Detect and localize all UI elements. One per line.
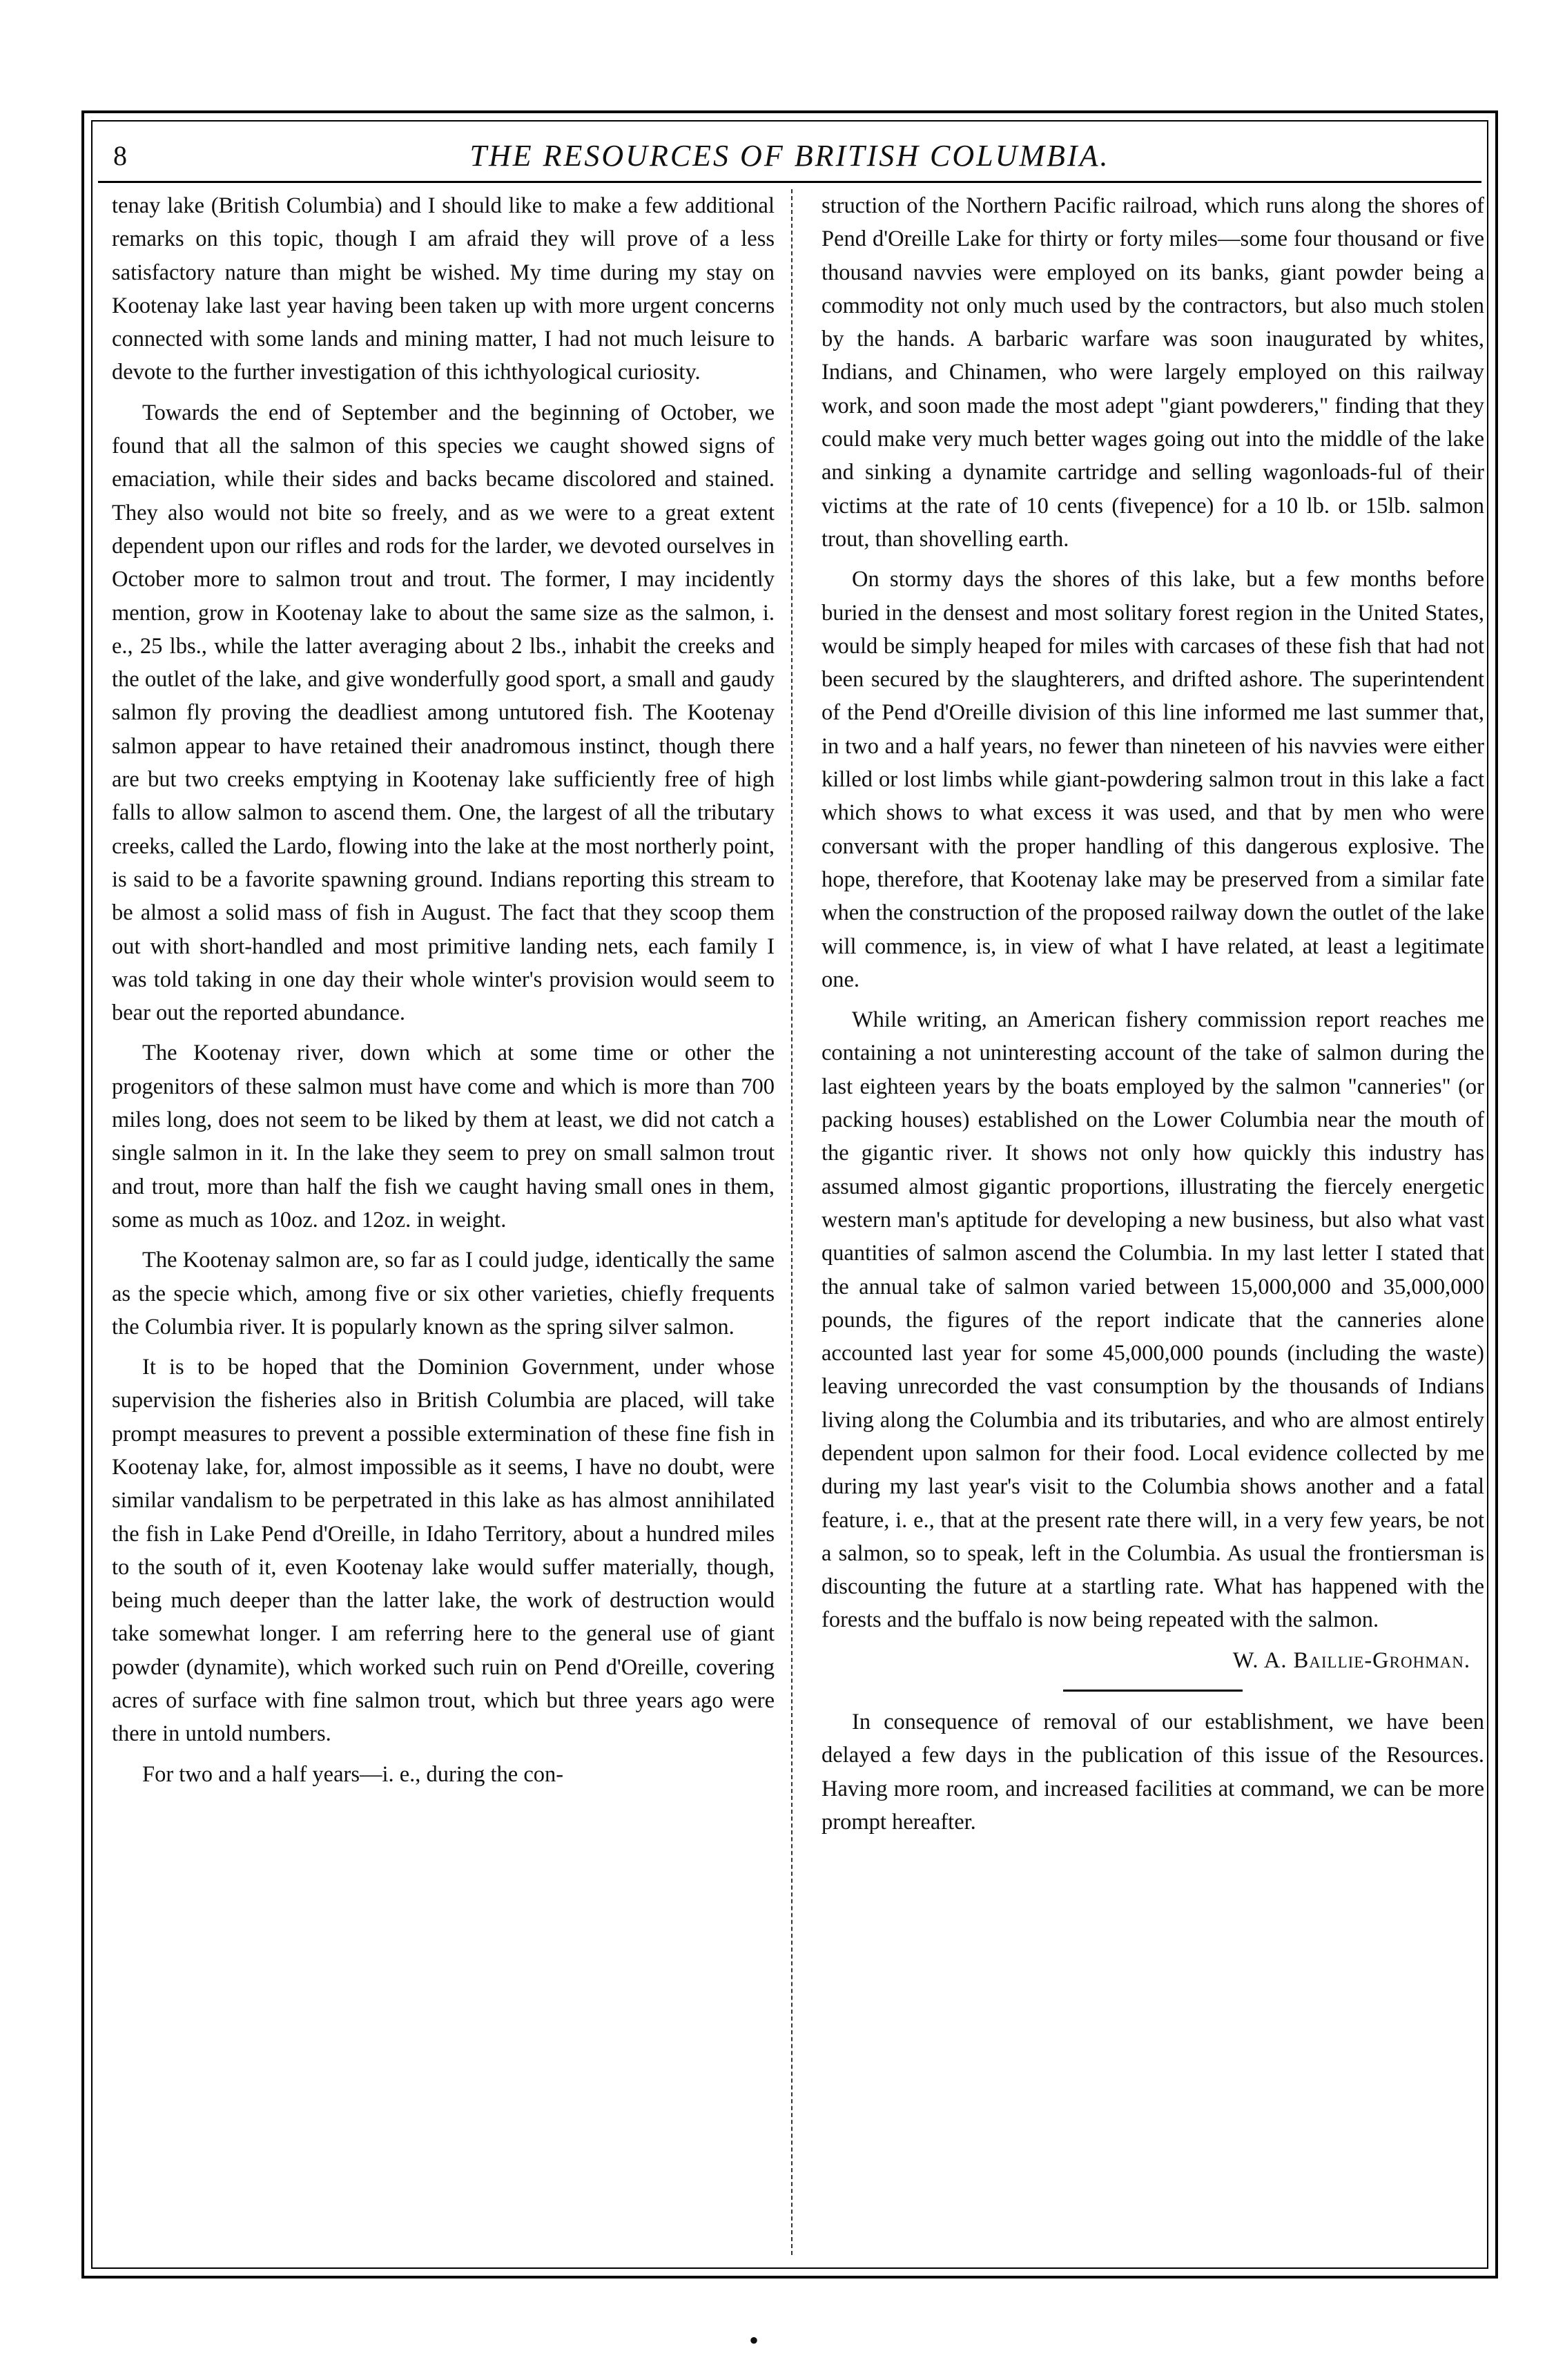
paragraph: The Kootenay river, down which at some time or other the progenitors of these salmon must have come and which is more than 700 miles long, does not seem to be liked by them at least, we did not catch a single salmon in it. In the lake they seem to prey on small salmon trout and trout, more than half the fish we caught having small ones in them, some as much as 10oz. and 12oz. in weight. xyxy=(112,1041,775,1232)
column-divider xyxy=(791,189,793,2255)
publisher-notice xyxy=(822,1705,1484,1839)
newspaper-page xyxy=(81,110,1498,2279)
paragraph: On stormy days the shores of this lake, but a few months before buried in the densest and most solitary forest region in the United States, would be simply heaped for miles with carcases of these fish that had not been secured by the slaughterers, and drifted ashore. The superintendent of the Pend d'Oreille division of this line informed me last summer that, in two and a half years, no fewer than nineteen of his navvies were either killed or lost limbs while giant-powdering salmon trout in this lake a fact which shows to what excess it was used, and that by men who were conversant with the proper handling of this dangerous explosive. The hope, therefore, that Kootenay lake may be preserved from a similar fate when the construction of the proposed railway down the outlet of the lake will commence, is, in view of what I have related, at least a legitimate one. xyxy=(822,567,1484,992)
paragraph: While writing, an American fishery commission report reaches me containing a not uninteresting account of the take of salmon during the last eighteen years by the boats employed by the salmon "canneries" (or packing houses) established on the Lower Columbia near the mouth of the gigantic river. It shows not only how quickly this industry has assumed almost gigantic proportions, illustrating the fiercely energetic western man's aptitude for developing a new business, but also what vast quantities of salmon ascend the Columbia. In my last letter I stated that the annual take of salmon varied between 15,000,000 and 35,000,000 pounds, the figures of the report indicate that the canneries alone accounted last year for some 45,000,000 pounds (including the waste) leaving unrecorded the vast consumption by the thousands of Indians living along the Columbia and its tributaries, and who are almost entirely dependent upon salmon for their food. Local evidence collected by me during my last year's visit to the Columbia shows another and a fatal feature, i. e., that at the present rate there will, in a very few years, be not a salmon, so to speak, left in the Columbia. As usual the frontiersman is discounting the future at a startling rate. What has happened with the forests and the buffalo is now being repeated with the salmon. xyxy=(822,1007,1484,1633)
paragraph: tenay lake (British Columbia) and I should like to make a few additional remarks on this topic, though I am afraid they will prove of a less satisfactory nature than might be wished. My time during my stay on Kootenay lake last year having been taken up with more urgent concerns connected with some lands and mining matter, I had not much leisure to devote to the further investigation of this ichthyological curiosity. xyxy=(112,193,775,385)
right-column xyxy=(822,189,1484,2255)
section-separator xyxy=(1063,1690,1243,1692)
running-title: THE RESOURCES OF BRITISH COLUMBIA. xyxy=(469,139,1110,173)
paragraph: It is to be hoped that the Dominion Government, under whose supervision the fisheries also in British Columbia are placed, will take prompt measures to prevent a possible extermination of these fine fish in Kootenay lake, for, almost impossible as it seems, I have no doubt, were similar vandalism to be perpetrated in this lake as has almost annihilated the fish in Lake Pend d'Oreille, in Idaho Territory, about a hundred miles to the south of it, even Kootenay lake would suffer materially, though, being much deeper than the latter lake, the work of destruction would take somewhat longer. I am referring here to the general use of giant powder (dynamite), which worked such ruin on Pend d'Oreille, covering acres of surface with fine salmon trout, which but three years ago were there in untold numbers. xyxy=(112,1355,775,1747)
paragraph: Towards the end of September and the beginning of October, we found that all the salmon of this species we caught showed signs of emaciation, while their sides and backs became discolored and stained. They also would not bite so freely, and as we were to a great extent dependent upon our rifles and rods for the larder, we devoted ourselves in October more to salmon trout and trout. The former, I may incidently mention, grow in Kootenay lake to about the same size as the salmon, i. e., 25 lbs., while the latter averaging about 2 lbs., inhabit the creeks and the outlet of the lake, and give wonderfully good sport, a small and gaudy salmon fly proving the deadliest among untutored fish. The Kootenay salmon appear to have retained their anadromous instinct, though there are but two creeks emptying in Kootenay lake sufficiently free of high falls to allow salmon to ascend them. One, the largest of all the tributary creeks, called the Lardo, flowing into the lake at the most northerly point, is said to be a favorite spawning ground. Indians reporting this stream to be almost a solid mass of fish in August. The fact that they scoop them out with short-handled and most primitive landing nets, each family I was told taking in one day their whole winter's provision would seem to bear out the reported abundance. xyxy=(112,400,775,1026)
notice-text: In consequence of removal of our establishment, we have been delayed a few days in the publication of this issue of the Resources. Having more room, and increased facilities at command, we can be more prompt hereafter. xyxy=(822,1710,1484,1835)
page-number: 8 xyxy=(113,140,127,171)
page-header xyxy=(98,133,1481,183)
paragraph: For two and a half years—i. e., during the con- xyxy=(142,1761,564,1787)
author-signature: W. A. Baillie-Grohman. xyxy=(1232,1647,1470,1673)
left-column xyxy=(112,189,775,2255)
paragraph: struction of the Northern Pacific railroad, which runs along the shores of Pend d'Oreille Lake for thirty or forty miles—some four thousand or five thousand navvies were employed on its banks, giant powder being a commodity not only much used by the contractors, but also much stolen by the hands. A barbaric warfare was soon inaugurated by whites, Indians, and Chinamen, who were largely employed on this railway work, and soon made the most adept "giant powderers," finding that they could make very much better wages going out into the middle of the lake and sinking a dynamite cartridge and selling wagonloads-ful of their victims at the rate of 10 cents (fivepence) for a 10 lb. or 15lb. salmon trout, than shovelling earth. xyxy=(822,193,1484,552)
footer-mark: • xyxy=(749,2325,759,2356)
paragraph: The Kootenay salmon are, so far as I could judge, identically the same as the specie which, among five or six other varieties, chiefly frequents the Columbia river. It is popularly known as the spring silver salmon. xyxy=(112,1248,775,1339)
